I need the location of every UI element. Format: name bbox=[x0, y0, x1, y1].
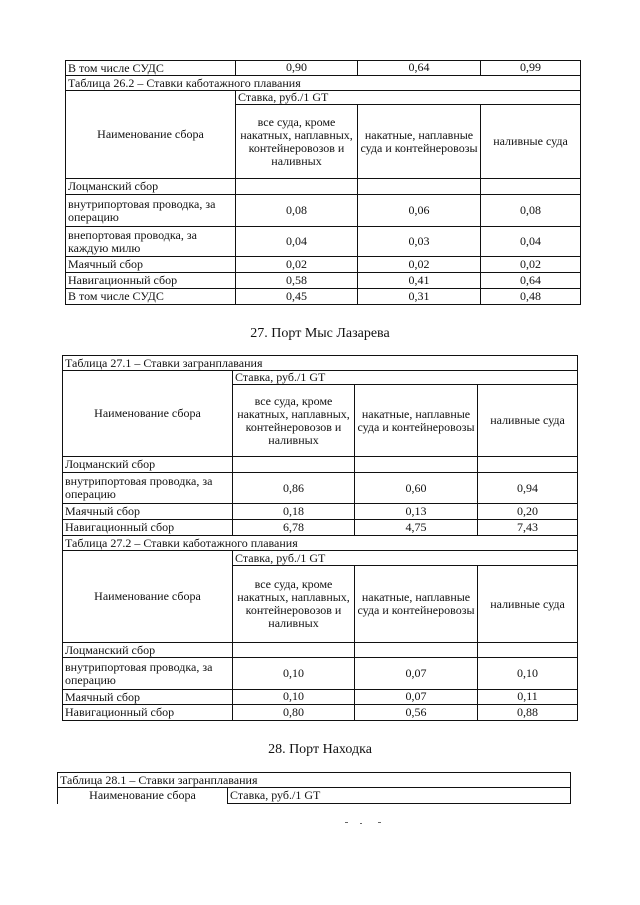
cell-value bbox=[355, 643, 478, 658]
row-label: Маячный сбор bbox=[63, 504, 233, 520]
cell-value: 0,20 bbox=[478, 504, 578, 520]
column-header-roro: накатные, наплавные суда и контейнеровозы bbox=[355, 385, 478, 457]
row-label: Маячный сбор bbox=[63, 690, 233, 705]
table-caption: Таблица 26.2 – Ставки каботажного плавания bbox=[66, 76, 581, 91]
column-header-all-vessels: все суда, кроме накатных, наплавных, контейнеровозов и наливных bbox=[233, 566, 355, 643]
cell-value: 0,10 bbox=[233, 658, 355, 690]
section-title-27: 27. Порт Мыс Лазарева bbox=[250, 326, 390, 341]
cell-value: 0,60 bbox=[355, 473, 478, 504]
cell-value: 6,78 bbox=[233, 520, 355, 536]
table-row bbox=[66, 257, 581, 273]
rate-header: Ставка, руб./1 GT bbox=[233, 551, 578, 566]
row-label: внутрипортовая проводка, за операцию bbox=[63, 473, 233, 504]
column-header-all-vessels: все суда, кроме накатных, наплавных, контейнеровозов и наливных bbox=[236, 105, 358, 179]
table-row bbox=[63, 504, 578, 520]
table-row bbox=[63, 705, 578, 721]
cell-value: 7,43 bbox=[478, 520, 578, 536]
cell-value bbox=[478, 643, 578, 658]
row-label: Лоцманский сбор bbox=[66, 179, 236, 195]
column-header-roro: накатные, наплавные суда и контейнеровозы bbox=[355, 566, 478, 643]
cell-value bbox=[481, 179, 581, 195]
row-label: Маячный сбор bbox=[66, 257, 236, 273]
cell-value: 0,56 bbox=[355, 705, 478, 721]
table-row bbox=[63, 690, 578, 705]
cell-value: 0,90 bbox=[236, 61, 358, 76]
cell-value: 0,03 bbox=[358, 227, 481, 257]
cell-value: 0,64 bbox=[358, 61, 481, 76]
column-header-roro: накатные, наплавные суда и контейнеровозы bbox=[358, 105, 481, 179]
cell-value: 0,80 bbox=[233, 705, 355, 721]
row-label: Лоцманский сбор bbox=[63, 457, 233, 473]
cell-value: 0,99 bbox=[481, 61, 581, 76]
cell-value: 0,41 bbox=[358, 273, 481, 289]
cell-value bbox=[358, 179, 481, 195]
cell-value bbox=[233, 643, 355, 658]
row-label: внутрипортовая проводка, за операцию bbox=[66, 195, 236, 227]
cell-value: 0,86 bbox=[233, 473, 355, 504]
name-column-header: Наименование сбора bbox=[63, 371, 233, 457]
section-title-28: 28. Порт Находка bbox=[268, 742, 372, 757]
cell-value: 0,94 bbox=[478, 473, 578, 504]
cell-value: 0,08 bbox=[481, 195, 581, 227]
scan-speck bbox=[378, 822, 381, 823]
table-row bbox=[63, 457, 578, 473]
cell-value: 0,88 bbox=[478, 705, 578, 721]
table-27 bbox=[62, 355, 578, 721]
cell-value: 0,31 bbox=[358, 289, 481, 305]
cell-value: 0,04 bbox=[236, 227, 358, 257]
cell-value bbox=[233, 457, 355, 473]
cell-value: 0,10 bbox=[478, 658, 578, 690]
name-column-header: Наименование сбора bbox=[63, 551, 233, 643]
cell-value: 0,08 bbox=[236, 195, 358, 227]
table-caption: Таблица 27.1 – Ставки загранплавания bbox=[63, 356, 578, 371]
rate-header: Ставка, руб./1 GT bbox=[236, 91, 581, 105]
cell-value: 0,02 bbox=[481, 257, 581, 273]
cell-value: 4,75 bbox=[355, 520, 478, 536]
cell-value bbox=[355, 457, 478, 473]
table-row bbox=[66, 227, 581, 257]
column-header-all-vessels: все суда, кроме накатных, наплавных, контейнеровозов и наливных bbox=[233, 385, 355, 457]
cell-value: 0,07 bbox=[355, 690, 478, 705]
cell-value: 0,58 bbox=[236, 273, 358, 289]
row-label: Навигационный сбор bbox=[63, 520, 233, 536]
table-caption: Таблица 27.2 – Ставки каботажного плавания bbox=[63, 536, 578, 551]
table-26-2 bbox=[65, 60, 581, 305]
column-header-tankers: наливные суда bbox=[478, 385, 578, 457]
name-column-header: Наименование сбора bbox=[58, 788, 228, 804]
row-label: Лоцманский сбор bbox=[63, 643, 233, 658]
cell-value: 0,07 bbox=[355, 658, 478, 690]
row-label: В том числе СУДС bbox=[66, 61, 236, 76]
column-header-tankers: наливные суда bbox=[481, 105, 581, 179]
row-label: внутрипортовая проводка, за операцию bbox=[63, 658, 233, 690]
cell-value: 0,64 bbox=[481, 273, 581, 289]
table-row bbox=[66, 61, 581, 76]
column-header-tankers: наливные суда bbox=[478, 566, 578, 643]
cell-value: 0,48 bbox=[481, 289, 581, 305]
row-label: внепортовая проводка, за каждую милю bbox=[66, 227, 236, 257]
rate-header: Ставка, руб./1 GT bbox=[233, 371, 578, 385]
cell-value: 0,13 bbox=[355, 504, 478, 520]
row-label: Навигационный сбор bbox=[66, 273, 236, 289]
table-row bbox=[63, 473, 578, 504]
cell-value bbox=[478, 457, 578, 473]
cell-value: 0,02 bbox=[236, 257, 358, 273]
table-row bbox=[63, 658, 578, 690]
row-label: В том числе СУДС bbox=[66, 289, 236, 305]
cell-value: 0,18 bbox=[233, 504, 355, 520]
table-row bbox=[66, 273, 581, 289]
cell-value: 0,11 bbox=[478, 690, 578, 705]
cell-value: 0,06 bbox=[358, 195, 481, 227]
cell-value: 0,04 bbox=[481, 227, 581, 257]
table-row bbox=[66, 289, 581, 305]
row-label: Навигационный сбор bbox=[63, 705, 233, 721]
table-row bbox=[63, 520, 578, 536]
cell-value bbox=[236, 179, 358, 195]
rate-header: Ставка, руб./1 GT bbox=[228, 788, 571, 804]
table-row bbox=[66, 179, 581, 195]
cell-value: 0,10 bbox=[233, 690, 355, 705]
name-column-header: Наименование сбора bbox=[66, 91, 236, 179]
cell-value: 0,02 bbox=[358, 257, 481, 273]
cell-value: 0,45 bbox=[236, 289, 358, 305]
table-caption: Таблица 28.1 – Ставки загранплавания bbox=[58, 773, 571, 788]
table-row bbox=[63, 643, 578, 658]
table-row bbox=[66, 195, 581, 227]
table-28-1 bbox=[57, 772, 571, 804]
scan-speck bbox=[345, 822, 348, 823]
scan-speck bbox=[360, 823, 362, 824]
